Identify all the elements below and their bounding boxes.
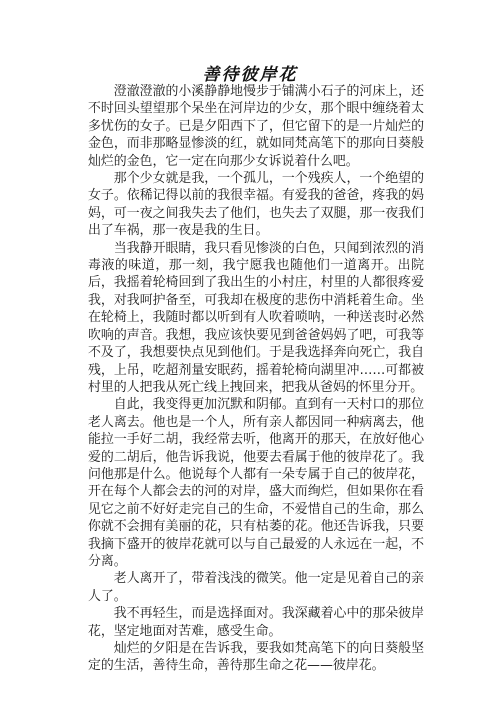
paragraph: 那个少女就是我，一个孤儿，一个残疾人，一个绝望的女子。依稀记得以前的我很幸福。有爱我的爸爸，疼我的妈妈，可一夜之间我失去了他们，也失去了双腿，那一夜我们出了车祸，那一夜是我的生日。 <box>88 171 424 239</box>
document-body <box>88 83 424 675</box>
paragraph: 自此，我变得更加沉默和阴郁。直到有一天村口的那位老人离去。他也是一个人，所有亲人都因同一种病离去，他能拉一手好二胡，我经常去听，他离开的那天，在放好他心爱的二胡后，他告诉我说，他要去看属于他的彼岸花了。我问他那是什么。他说每个人都有一朵专属于自己的彼岸花，开在每个人都会去的河的对岸，盛大而绚烂，但如果你在看见它之前不好好走完自己的生命，不爱惜自己的生命，那么你就不会拥有美丽的花，只有枯萎的花。他还告诉我，只要我摘下盛开的彼岸花就可以与自己最爱的人永远在一起，不分离。 <box>88 397 424 569</box>
paragraph: 灿烂的夕阳是在告诉我，要我如梵高笔下的向日葵般坚定的生活，善待生命，善待那生命之花——彼岸花。 <box>88 641 424 674</box>
paragraph: 我不再轻生，而是选择面对。我深藏着心中的那朵彼岸花，坚定地面对苦难，感受生命。 <box>88 606 424 639</box>
paragraph: 当我静开眼睛，我只看见惨淡的白色，只闻到浓烈的消毒液的味道，那一刻，我宁愿我也随他们一道离开。出院后，我摇着轮椅回到了我出生的小村庄，村里的人都很疼爱我，对我呵护备至，可我却在极度的悲伤中消耗着生命。坐在轮椅上，我随时都以听到有人吹着唢呐，一种送丧时必然吹响的声音。我想，我应该快要见到爸爸妈妈了吧，可我等不及了，我想要快点见到他们。于是我选择奔向死亡，我自残，上吊，吃超剂量安眠药，摇着轮椅向湖里冲……可都被村里的人把我从死亡线上拽回来，把我从爸妈的怀里分开。 <box>88 240 424 395</box>
document-title: 善待彼岸花 <box>202 65 298 85</box>
paragraph: 澄澈澄澈的小溪静静地慢步于铺满小石子的河床上，还不时回头望望那个呆坐在河岸边的少女，那个眼中缠绕着太多忧伤的女子。已是夕阳西下了，但它留下的是一片灿烂的金色，而非那略显惨淡的红，就如同梵高笔下的那向日葵般灿烂的金色，它一定在向那少女诉说着什么吧。 <box>88 84 424 169</box>
paragraph: 老人离开了，带着浅浅的微笑。他一定是见着自己的亲人了。 <box>88 571 424 604</box>
